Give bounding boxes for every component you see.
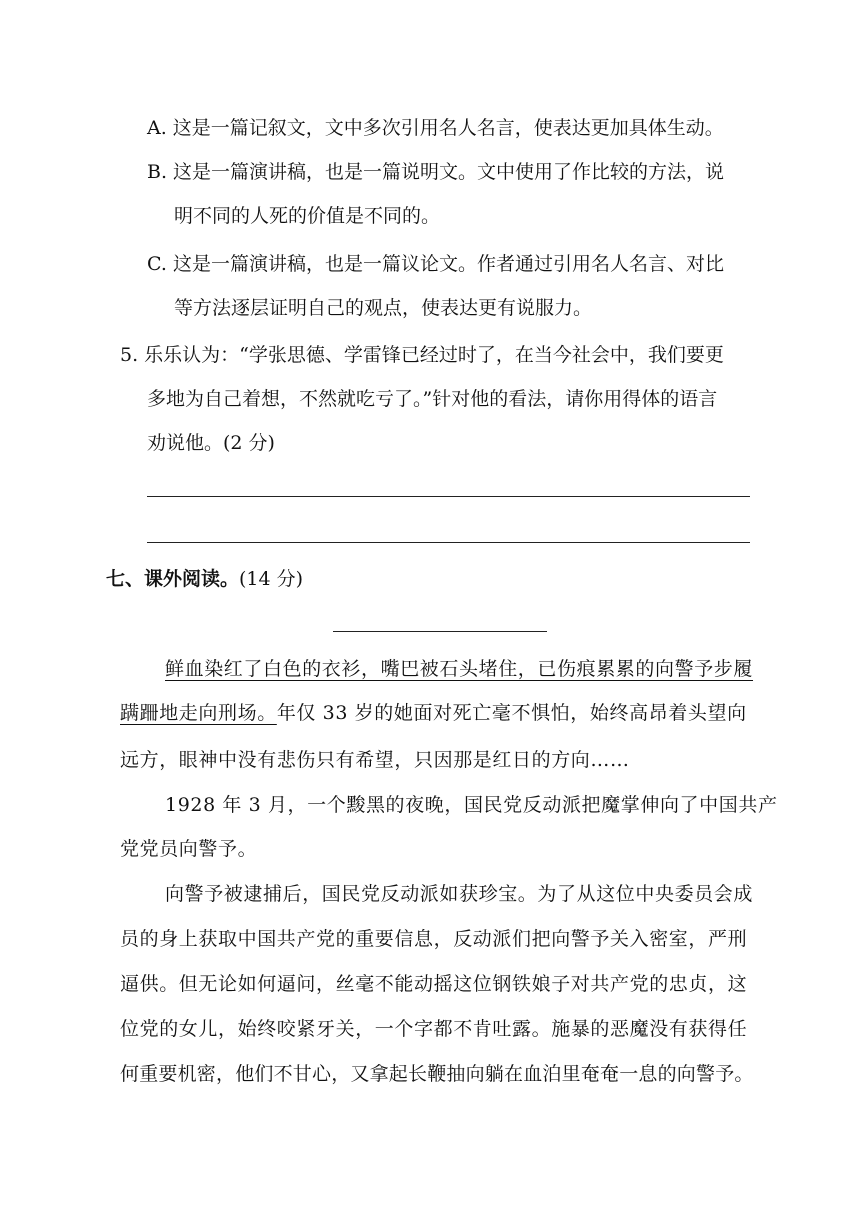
answer-line-2[interactable]	[147, 542, 750, 543]
section7-score: (14 分)	[239, 568, 304, 590]
passage-p1-line2	[120, 699, 747, 727]
question5-line3: 劝说他。(2 分)	[147, 432, 275, 454]
option-b-line2: 明不同的人死的价值是不同的。	[174, 205, 441, 227]
passage-p2-line1: 1928 年 3 月，一个黢黑的夜晚，国民党反动派把魔掌伸向了中国共产	[165, 794, 778, 816]
passage-p3-line4: 位党的女儿，始终咬紧牙关，一个字都不肯吐露。施暴的恶魔没有获得任	[120, 1018, 748, 1040]
passage-p2-line2: 党党员向警予。	[120, 838, 258, 860]
option-c-line2: 等方法逐层证明自己的观点，使表达更有说服力。	[174, 297, 593, 319]
passage-p3-line2: 员的身上获取中国共产党的重要信息，反动派们把向警予关入密室，严刑	[120, 928, 748, 950]
title-blank-line[interactable]	[333, 631, 547, 632]
passage-p3-line5: 何重要机密，他们不甘心，又拿起长鞭抽向躺在血泊里奄奄一息的向警予。	[120, 1063, 754, 1085]
underlined-sentence-part2: 蹒跚地走向刑场。	[120, 702, 277, 724]
passage-p3-line1: 向警予被逮捕后，国民党反动派如获珍宝。为了从这位中央委员会成	[165, 883, 754, 905]
section7-heading-row	[106, 565, 303, 594]
underlined-sentence-part1: 鲜血染红了白色的衣衫，嘴巴被石头堵住，已伤痕累累的向警予步履	[165, 658, 754, 680]
passage-p3-line3: 逼供。但无论如何逼问，丝毫不能动摇这位钢铁娘子对共产党的忠贞，这	[120, 973, 748, 995]
passage-p1-line1	[165, 655, 753, 683]
option-a: A. 这是一篇记叙文，文中多次引用名人名言，使表达更加具体生动。	[147, 117, 724, 139]
option-c-line1: C. 这是一篇演讲稿，也是一篇议论文。作者通过引用名人名言、对比	[147, 253, 724, 275]
section7-heading: 七、课外阅读。	[106, 568, 240, 590]
passage-p1-line3: 远方，眼神中没有悲伤只有希望，只因那是红日的方向……	[120, 749, 630, 771]
answer-line-1[interactable]	[147, 496, 750, 497]
passage-p1-rest: 年仅 33 岁的她面对死亡毫不惧怕，始终高昂着头望向	[276, 702, 747, 724]
question5-line1: 5. 乐乐认为：“学张思德、学雷锋已经过时了，在当今社会中，我们要更	[120, 344, 724, 366]
question5-line2: 多地为自己着想，不然就吃亏了。”针对他的看法，请你用得体的语言	[147, 388, 718, 410]
option-b-line1: B. 这是一篇演讲稿，也是一篇说明文。文中使用了作比较的方法，说	[147, 161, 725, 183]
